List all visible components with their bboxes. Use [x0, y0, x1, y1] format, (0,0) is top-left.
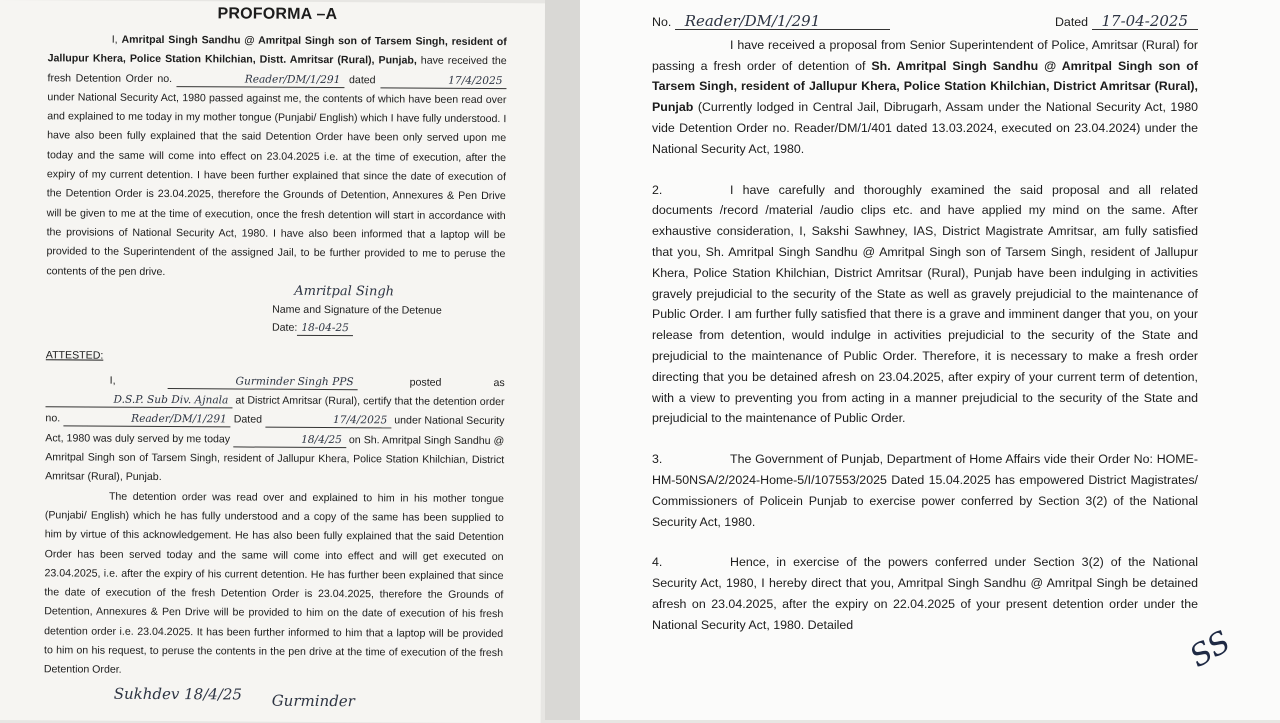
- detenue-name: Amritpal Singh Sandhu @ Amritpal Singh son of Tarsem Singh, resident of Jallupur Khera, Police Station Khilchian, Distt. Amritsar (Rural), Punjab,: [47, 33, 507, 67]
- text: at District Amritsar (Rural), certify that the detention order no.: [45, 394, 505, 425]
- text: I,: [109, 374, 168, 387]
- text: under National Security Act, 1980 passed against me, the contents of which have been read over and explained to me today in my mother tongue (Punjabi/ English) which I have fully understood. I have also been fully explained that the said Detention Order have been only served upon me today and the same will come into effect on 23.04.2025 i.e. at the time of execution, after the expiry of my current detention. I have been further explained that since the date of execution of the Detention Order is 23.04.2025, therefore the Grounds of Detention, Annexures & Pen Drive will be given to me at the time of execution, once the fresh detention will start in accordance with the provisions of National Security Act, 1980. I have also been informed that a laptop will be provided to the Superintendent of the assigned Jail, to be further provided to me to peruse the contents of the pen drive.: [46, 91, 507, 278]
- paragraph-text: I have carefully and thoroughly examined the said proposal and all related documents /record /material /audio clips etc. and have applied my mind on the same. After exhaustive consideration, I, Sakshi Sawhney, IAS, District Magistrate Amritsar, am fully satisfied that you, Sh. Amritpal Singh Sandhu @ Amritpal Singh son of Tarsem Singh, resident of Jallupur Khera, Police Station Khilchian, District Amritsar (Rural), Punjab have been indulging in activities gravely prejudicial to the security of the State as well as gravely prejudicial to the maintenance of Public Order. I am further fully satisfied that there is a grave and imminent danger that you, on your release from detention, would indulge in activities prejudicial to the security of the State and prejudicial to the maintenance of Public Order. Therefore, it is necessary to make a fresh order directing that you be detained afresh on 23.04.2025, after expiry of your current term of detention, with a view to preventing you from acting in a manner prejudicial to the security of the State and prejudicial to the maintenance of Public Order.: [652, 182, 1198, 426]
- detenue-signature: Amritpal Singh: [294, 283, 395, 300]
- paragraph-1: [652, 35, 1198, 160]
- officer-certification: [45, 371, 505, 490]
- handwritten-order-date-2: 17/4/2025: [265, 413, 391, 429]
- text: have received the fresh Detention Order no.: [47, 54, 507, 85]
- proforma-page: [0, 0, 545, 723]
- paragraph-number: 4.: [652, 555, 663, 570]
- handwritten-order-date: 17/4/2025: [380, 73, 506, 89]
- detenue-acknowledgement: [46, 30, 507, 284]
- magistrate-signature: SS: [1183, 624, 1237, 675]
- text: on Sh. Amritpal Singh Sandhu @ Amritpal Singh son of Tarsem Singh, resident of Jallupur Khera, Police Station Khilchian, District Amritsar (Rural), Punjab.: [45, 433, 505, 484]
- paragraph-3: [652, 449, 1198, 532]
- attested-label: ATTESTED:: [45, 349, 104, 362]
- date-label: Date:: [271, 321, 298, 334]
- signature-date-line: [272, 319, 505, 338]
- text: I have received a proposal from Senior Superintendent of Police, Amritsar (Rural) for passing a fresh order of detention of: [652, 37, 1198, 73]
- text: Dated: [230, 413, 266, 427]
- text: dated: [344, 73, 381, 86]
- witness-signature: Sukhdev 18/4/25: [113, 684, 243, 704]
- detenue-signature-block: [272, 283, 505, 338]
- footer-signatures: [43, 680, 502, 723]
- text: under National Security Act, 1980 was duly served by me today: [45, 414, 505, 446]
- paragraph-number: 2.: [652, 182, 663, 197]
- order-header: [652, 12, 1198, 33]
- paragraph-number: 3.: [652, 452, 663, 467]
- explanation-paragraph: The detention order was read over and explained to him in his mother tongue (Punjabi/ English) which he has fully understood and a copy of the same has been supplied to him by virtue of this acknowledgement. He has also been fully explained that the said Detention Order has been served today and the same will come into effect and will get executed on 23.04.2025, i.e. after the expiry of his current detention. He has further been explained that since the date of execution of the fresh Detention Order is 23.04.2025, therefore the Grounds of Detention, Annexures & Pen Drive will be provided to him on the date of execution of his fresh detention order i.e. 23.04.2025. It has been further informed to him that a laptop will be provided to him on his request, to peruse the contents in the pen drive at the time of execution of the fresh Detention Order.: [43, 490, 504, 677]
- handwritten-signature-date: 18-04-25: [297, 321, 353, 336]
- no-label: No.: [652, 15, 672, 29]
- handwritten-order-date: 17-04-2025: [1092, 13, 1198, 30]
- detention-order-page: [580, 0, 1280, 720]
- handwritten-officer-name: Gurminder Singh PPS: [168, 374, 358, 390]
- dated-label: Dated: [1054, 15, 1089, 29]
- handwritten-order-no-2: Reader/DM/1/291: [63, 412, 231, 428]
- text: posted as: [357, 376, 505, 389]
- order-number: [652, 12, 890, 33]
- proforma-title: PROFORMA –A: [217, 5, 338, 24]
- paragraph-2: [652, 180, 1198, 430]
- handwritten-officer-post: D.S.P. Sub Div. Ajnala: [46, 392, 233, 408]
- handwritten-order-no: Reader/DM/1/291: [177, 72, 345, 88]
- officer-signature: Gurminder: [271, 691, 355, 710]
- paragraph-text: The Government of Punjab, Department of Home Affairs vide their Order No: HOME-HM-50NSA/2/2024-Home-5/I/107553/2025 Dated 15.04.2025 has empowered District Magistrates/ Commissioners of Policein Punjab to exercise power conferred by Section 3(2) of the National Security Act, 1980.: [652, 452, 1198, 529]
- order-date: [1055, 12, 1198, 33]
- page-gap: [545, 0, 580, 720]
- paragraph-text: Hence, in exercise of the powers conferred under Section 3(2) of the National Security Act, 1980, I hereby direct that you, Amritpal Singh Sandhu @ Amritpal Singh be detained afresh on 23.04.2025, after the expiry on 22.04.2025 of your present detention order under the National Security Act, 1980. Detailed: [652, 555, 1198, 632]
- handwritten-served-date: 18/4/25: [233, 432, 346, 448]
- handwritten-order-number: Reader/DM/1/291: [675, 13, 890, 30]
- text: I,: [111, 33, 122, 46]
- signature-label: Name and Signature of the Detenue: [272, 303, 442, 317]
- paragraph-4: [652, 552, 1198, 635]
- text: (Currently lodged in Central Jail, Dibrugarh, Assam under the National Security Act, 1980 vide Detention Order no. Reader/DM/1/401 dated 13.03.2024, executed on 23.04.2024) under the National Security Act, 1980.: [652, 100, 1198, 156]
- detenue-details: Sh. Amritpal Singh Sandhu @ Amritpal Singh son of Tarsem Singh, resident of Jallupur Khera, Police Station Khilchian, District Amritsar (Rural), Punjab: [652, 58, 1198, 115]
